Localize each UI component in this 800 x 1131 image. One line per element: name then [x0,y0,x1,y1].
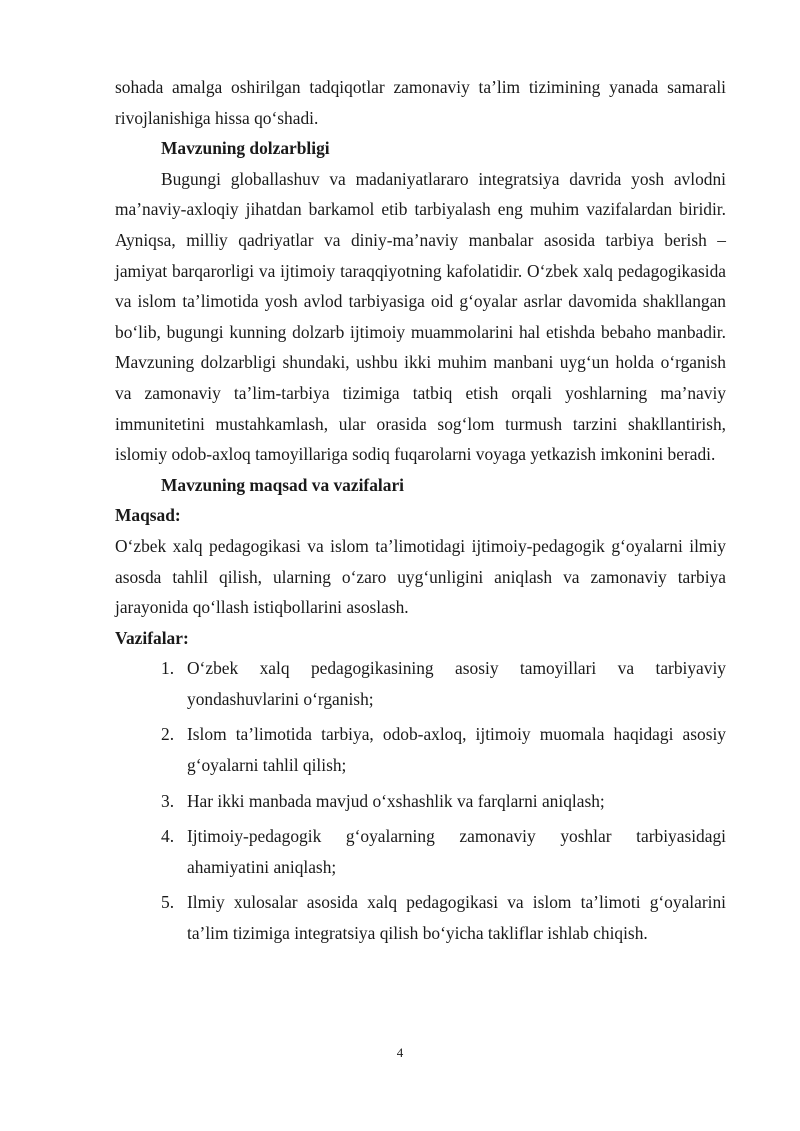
section-heading-goals: Mavzuning maqsad va vazifalari [161,474,404,495]
list-item-text: Ilmiy xulosalar asosida xalq pedagogikasi va islom ta’limoti g‘oyalarini ta’lim tizimiga integratsiya qilish bo‘yicha takliflar ishlab chiqish. [187,892,726,944]
tasks-list [115,653,726,948]
list-item-number: 3. [161,790,175,811]
goal-label: Maqsad: [115,505,181,526]
list-item-number: 1. [161,658,175,679]
section-heading-relevance: Mavzuning dolzarbligi [161,138,330,159]
document-page [115,72,726,954]
list-item [115,887,726,948]
goal-paragraph: O‘zbek xalq pedagogikasi va islom ta’limotidagi ijtimoiy-pedagogik g‘oyalarni ilmiy asosda tahlil qilish, ularning o‘zaro uyg‘unligini aniqlash va zamonaviy tarbiya jarayonida qo‘llash istiqbollarini asoslash. [115,535,726,618]
list-item-text: Ijtimoiy-pedagogik g‘oyalarning zamonaviy yoshlar tarbiyasidagi ahamiyatini aniqlash; [187,826,726,877]
list-item-number: 5. [161,892,175,913]
intro-paragraph: sohada amalga oshirilgan tadqiqotlar zamonaviy ta’lim tizimining yanada samarali rivojlanishiga hissa qo‘shadi. [115,77,726,128]
list-item-number: 4. [161,826,175,847]
page-number: 4 [396,1045,404,1060]
list-item [115,719,726,780]
list-item-text: Har ikki manbada mavjud o‘xshashlik va farqlarni aniqlash; [187,790,605,811]
list-item [115,821,726,882]
relevance-paragraph: Bugungi globallashuv va madaniyatlararo integratsiya davrida yosh avlodni ma’naviy-axloqiy jihatdan barkamol etib tarbiyalash eng muhim vazifalardan biridir. Ayniqsa, milliy qadriyatlar va diniy-ma’naviy manbalar asosida tarbiya berish – jamiyat barqarorligi va ijtimoiy taraqqiyotning kafolatidir. O‘zbek xalq pedagogikasida va islom ta’limotida yosh avlod tarbiyasiga oid g‘oyalar asrlar davomida shakllangan bo‘lib, bugungi kunning dolzarb ijtimoiy muammolarini hal etishda bebaho manbadir. Mavzuning dolzarbligi shundaki, ushbu ikki muhim manbani uyg‘un holda o‘rganish va zamonaviy ta’lim-tarbiya tizimiga tatbiq etish orqali yoshlarning ma’naviy immunitetini mustahkamlash, ular orasida sog‘lom turmush tarzini shakllantirish, islomiy odob-axloq tamoyillariga sodiq fuqarolarni voyaga yetkazish imkonini beradi. [115,168,726,465]
list-item [115,653,726,714]
list-item-text: O‘zbek xalq pedagogikasining asosiy tamoyillari va tarbiyaviy yondashuvlarini o‘rganish; [187,658,726,709]
list-item-text: Islom ta’limotida tarbiya, odob-axloq, ijtimoiy muomala haqidagi asosiy g‘oyalarni tahlil qilish; [187,724,726,776]
tasks-label: Vazifalar: [115,627,189,648]
list-item [115,786,726,817]
list-item-number: 2. [161,724,175,745]
